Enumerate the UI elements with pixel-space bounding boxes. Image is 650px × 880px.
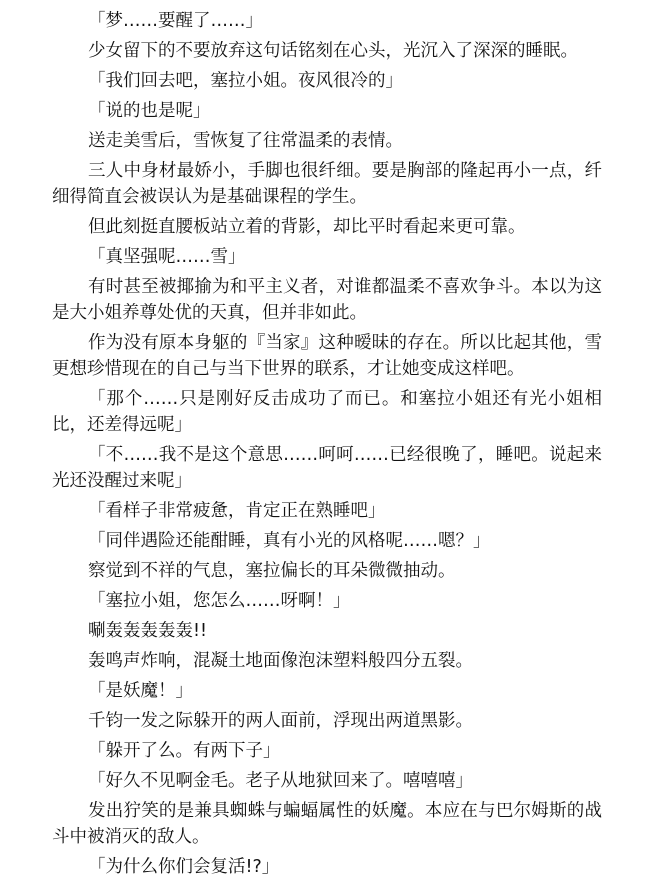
paragraph: 轰鸣声炸响，混凝土地面像泡沫塑料般四分五裂。 [88,651,473,671]
paragraph: 但此刻挺直腰板站立着的背影，却比平时看起来更可靠。 [88,217,526,237]
paragraph: 「梦……要醒了……」 [88,11,263,31]
paragraph: 作为没有原本身躯的『当家』这种暧昧的存在。所以比起其他，雪更想珍惜现在的自己与当下世界的联系，才让她变成这样吧。 [52,333,602,379]
paragraph: 「我们回去吧，塞拉小姐。夜风很冷的」 [88,71,403,91]
paragraph: 「不……我不是这个意思……呵呵……已经很晚了，睡吧。说起来光还没醒过来呢」 [52,445,602,491]
paragraph: 「塞拉小姐，您怎么……呀啊！」 [88,591,351,611]
paragraph: 「为什么你们会复活!?」 [88,857,280,877]
paragraph: 唰轰轰轰轰轰!! [88,621,208,641]
paragraph: 「好久不见啊金毛。老子从地狱回来了。嘻嘻嘻」 [88,771,473,791]
paragraph: 察觉到不祥的气息，塞拉偏长的耳朵微微抽动。 [88,561,456,581]
paragraph: 千钧一发之际躲开的两人面前，浮现出两道黑影。 [88,711,473,731]
paragraph: 「躲开了么。有两下子」 [88,741,281,761]
paragraph: 有时甚至被揶揄为和平主义者，对谁都温柔不喜欢争斗。本以为这是大小姐养尊处优的天真，但并非如此。 [52,277,602,323]
paragraph: 三人中身材最娇小，手脚也很纤细。要是胸部的隆起再小一点，纤细得简直会被误认为是基础课程的学生。 [52,161,602,207]
paragraph: 「看样子非常疲惫，肯定正在熟睡吧」 [88,501,386,521]
paragraph: 「真坚强呢……雪」 [88,247,246,267]
paragraph: 「那个……只是刚好反击成功了而已。和塞拉小姐还有光小姐相比，还差得远呢」 [52,389,602,435]
paragraph: 送走美雪后，雪恢复了往常温柔的表情。 [88,131,403,151]
paragraph: 「同伴遇险还能酣睡，真有小光的风格呢……嗯？」 [88,531,491,551]
paragraph: 「说的也是呢」 [88,101,211,121]
paragraph: 少女留下的不要放弃这句话铭刻在心头，光沉入了深深的睡眠。 [88,41,578,61]
paragraph: 「是妖魔！」 [88,681,193,701]
paragraph: 发出狞笑的是兼具蜘蛛与蝙蝠属性的妖魔。本应在与巴尔姆斯的战斗中被消灭的敌人。 [52,801,602,847]
